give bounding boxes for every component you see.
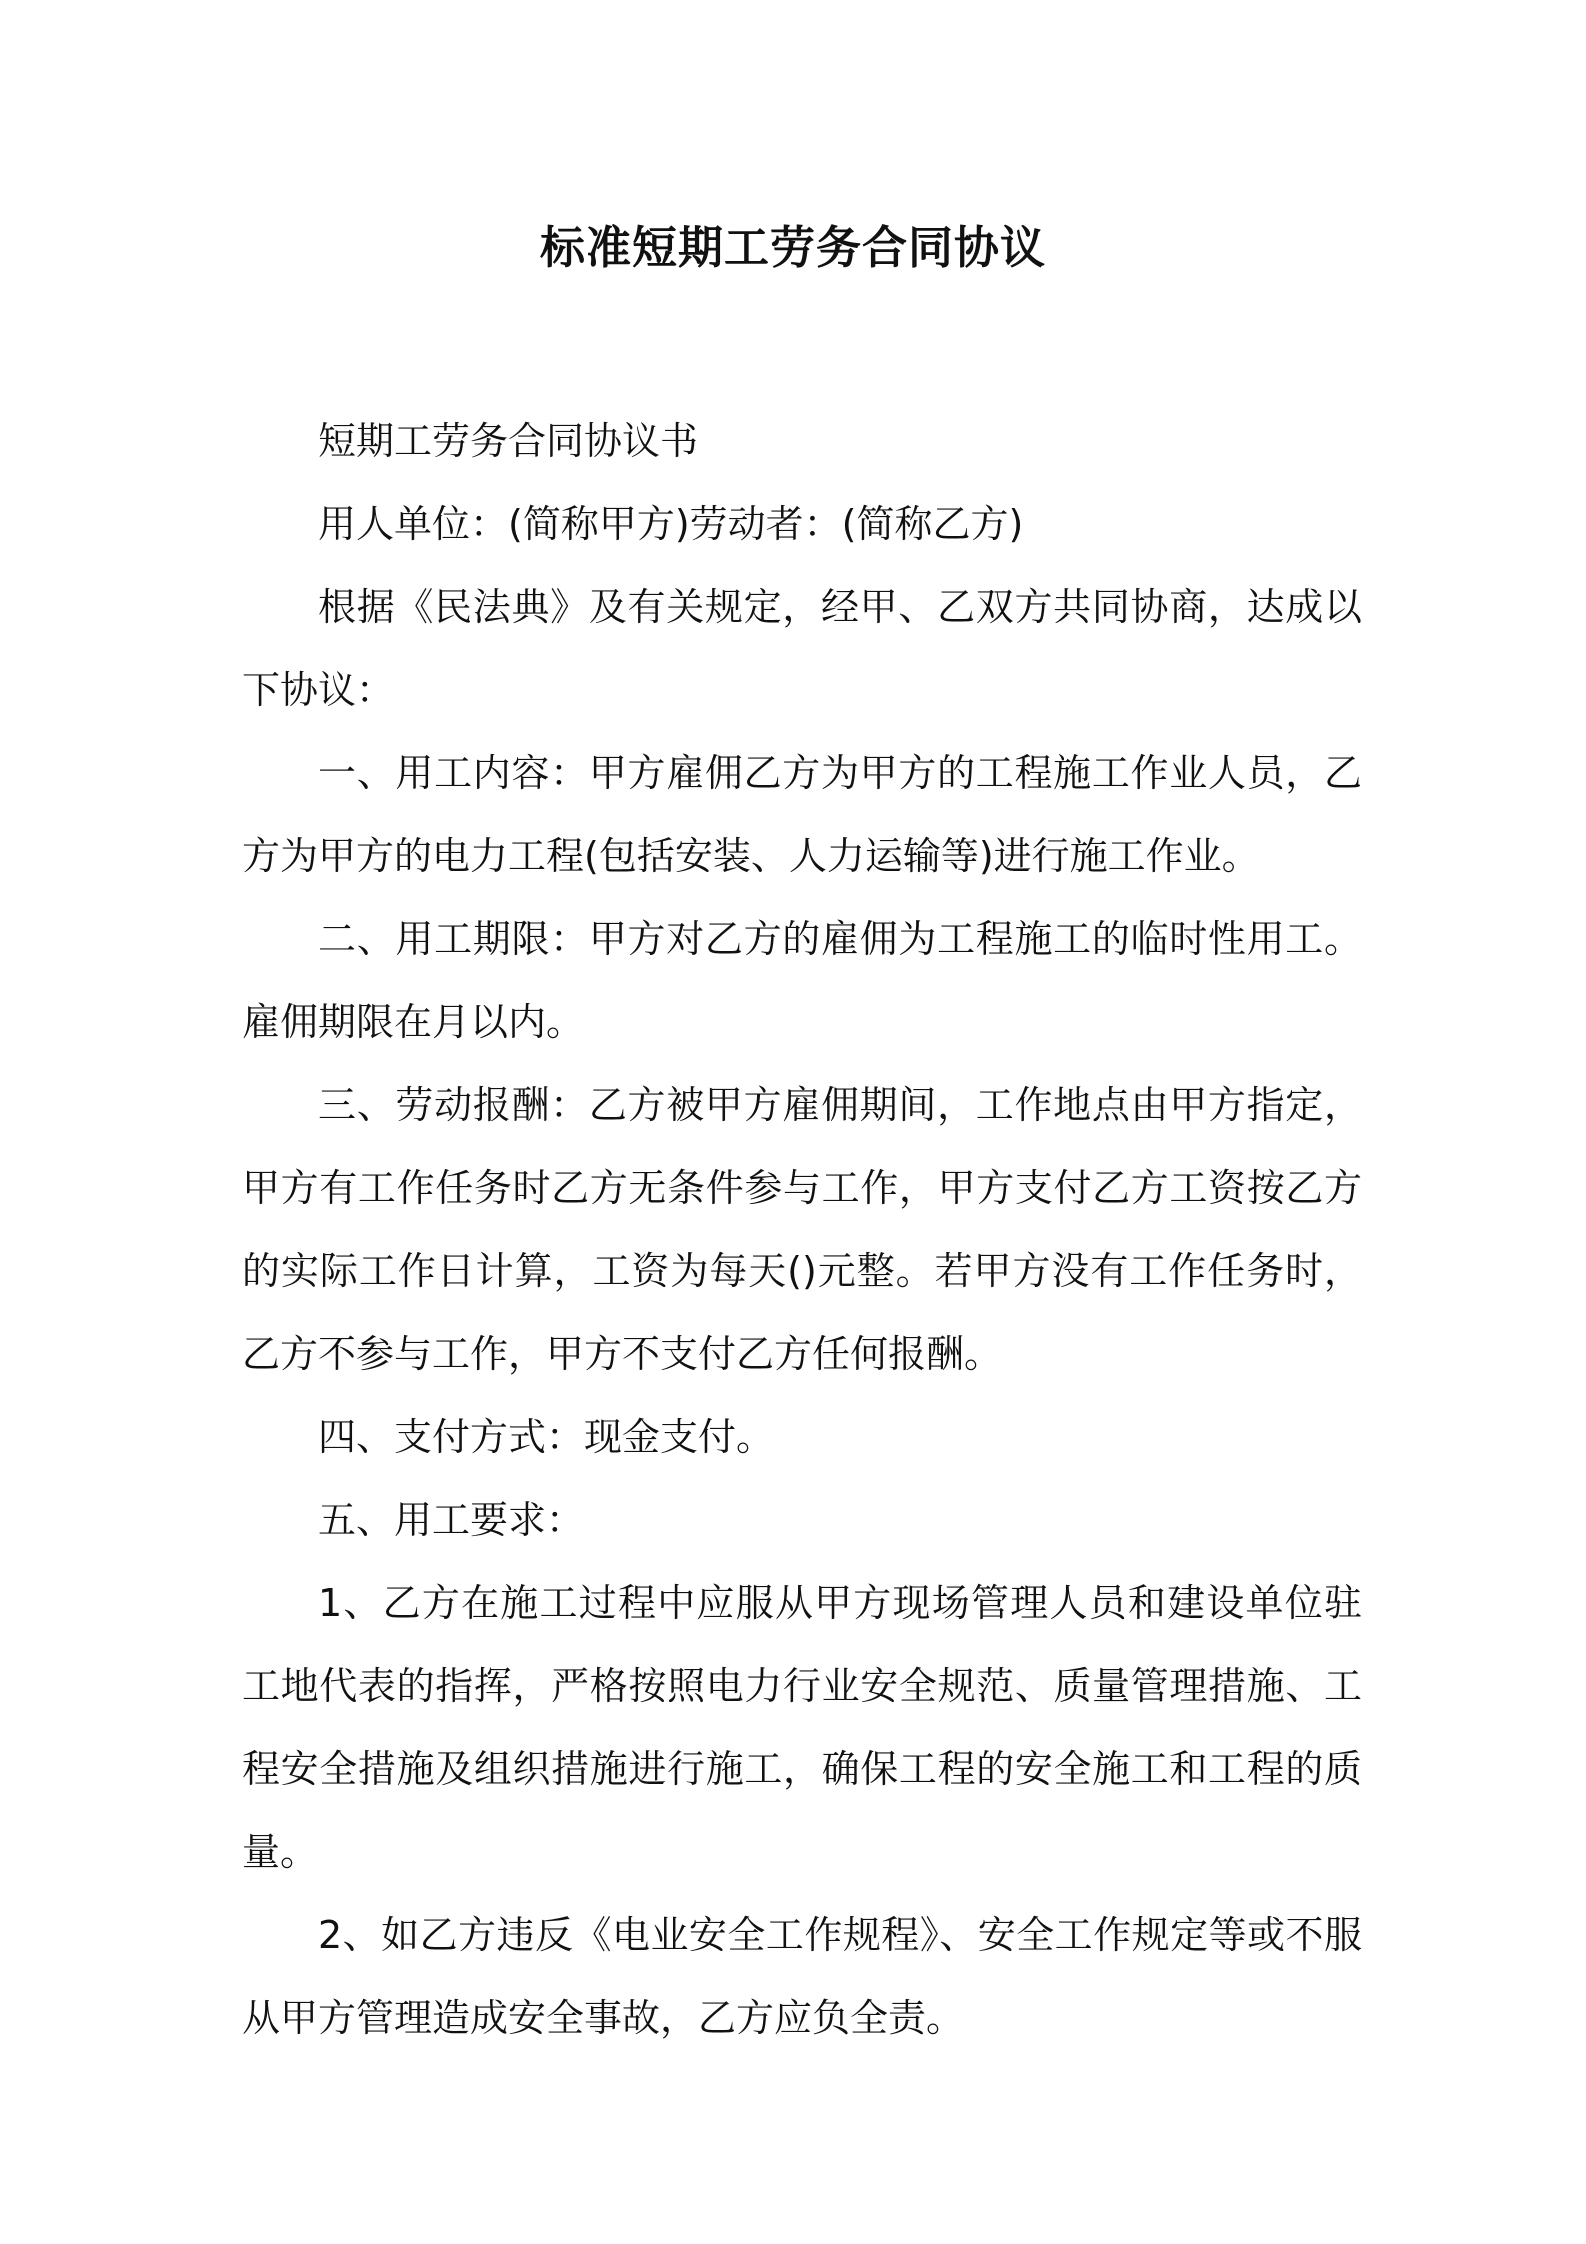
paragraph-clause-2: 二、用工期限：甲方对乙方的雇佣为工程施工的临时性用工。雇佣期限在月以内。 xyxy=(242,917,1362,1044)
document-title: 标准短期工劳务合同协议 xyxy=(539,221,1046,274)
paragraph-heading: 短期工劳务合同协议书 xyxy=(318,419,699,463)
paragraph-clause-5: 五、用工要求： xyxy=(318,1498,585,1542)
document-body xyxy=(242,400,1362,2060)
paragraph-clause-3: 三、劳动报酬：乙方被甲方雇佣期间，工作地点由甲方指定，甲方有工作任务时乙方无条件参与工作，甲方支付乙方工资按乙方的实际工作日计算，工资为每天()元整。若甲方没有工作任务时，乙方不参与工作，甲方不支付乙方任何报酬。 xyxy=(242,1083,1362,1376)
paragraph-clause-5-item-1: 1、乙方在施工过程中应服从甲方现场管理人员和建设单位驻工地代表的指挥，严格按照电力行业安全规范、质量管理措施、工程安全措施及组织措施进行施工，确保工程的安全施工和工程的质量。 xyxy=(242,1581,1362,1874)
paragraph-parties: 用人单位：(简称甲方)劳动者：(简称乙方) xyxy=(318,502,1024,546)
paragraph-clause-1: 一、用工内容：甲方雇佣乙方为甲方的工程施工作业人员，乙方为甲方的电力工程(包括安装、人力运输等)进行施工作业。 xyxy=(242,751,1362,878)
paragraph-clause-4: 四、支付方式：现金支付。 xyxy=(318,1415,775,1459)
paragraph-clause-5-item-2: 2、如乙方违反《电业安全工作规程》、安全工作规定等或不服从甲方管理造成安全事故，乙方应负全责。 xyxy=(242,1913,1362,2040)
paragraph-preamble: 根据《民法典》及有关规定，经甲、乙双方共同协商，达成以下协议： xyxy=(242,585,1362,712)
